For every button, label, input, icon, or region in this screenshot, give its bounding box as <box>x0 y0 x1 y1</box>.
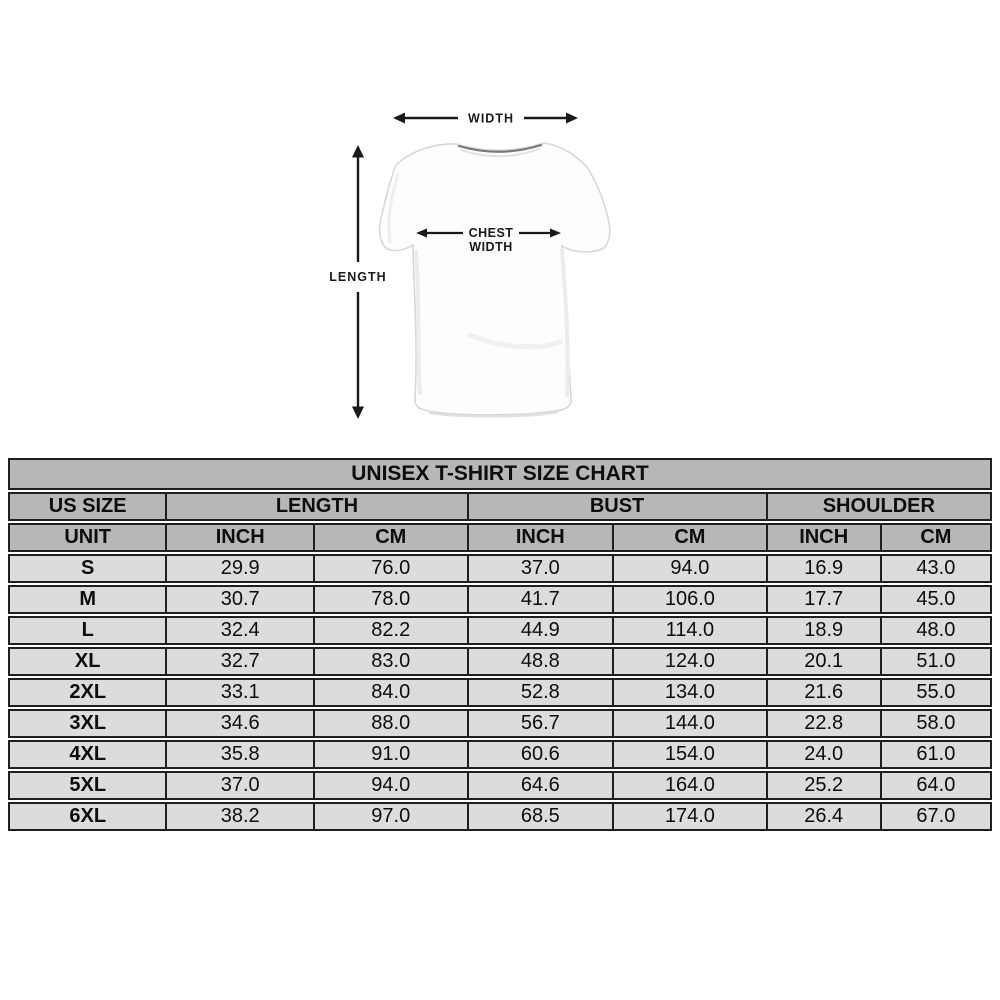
bust-cm-cell: 164.0 <box>614 771 768 800</box>
shoulder-inch-cell: 24.0 <box>768 740 882 769</box>
column-header-us-size: US SIZE <box>8 492 167 521</box>
bust-inch-cell: 37.0 <box>469 554 615 583</box>
length-inch-cell: 34.6 <box>167 709 315 738</box>
size-row <box>8 554 992 583</box>
length-cm-cell: 94.0 <box>315 771 469 800</box>
bust-cm-cell: 114.0 <box>614 616 768 645</box>
unit-header: UNIT <box>8 523 167 552</box>
length-cm-cell: 97.0 <box>315 802 469 831</box>
size-row <box>8 771 992 800</box>
shoulder-cm-cell: 51.0 <box>882 647 992 676</box>
tshirt-measurement-diagram <box>0 0 1000 454</box>
bust-cm-cell: 144.0 <box>614 709 768 738</box>
bust-cm-cell: 134.0 <box>614 678 768 707</box>
length-cm-header: CM <box>315 523 469 552</box>
length-inch-cell: 38.2 <box>167 802 315 831</box>
size-chart-section <box>0 454 1000 833</box>
size-cell: L <box>8 616 167 645</box>
column-header-bust: BUST <box>469 492 768 521</box>
table-group-header-row <box>8 492 992 521</box>
length-inch-cell: 35.8 <box>167 740 315 769</box>
shoulder-cm-cell: 48.0 <box>882 616 992 645</box>
length-cm-cell: 76.0 <box>315 554 469 583</box>
shoulder-inch-cell: 18.9 <box>768 616 882 645</box>
shoulder-cm-cell: 58.0 <box>882 709 992 738</box>
size-chart-table <box>8 456 992 833</box>
size-row <box>8 585 992 614</box>
shoulder-inch-cell: 26.4 <box>768 802 882 831</box>
bust-cm-cell: 154.0 <box>614 740 768 769</box>
length-inch-header: INCH <box>167 523 315 552</box>
length-cm-cell: 84.0 <box>315 678 469 707</box>
length-cm-cell: 83.0 <box>315 647 469 676</box>
size-cell: XL <box>8 647 167 676</box>
size-cell: 6XL <box>8 802 167 831</box>
shoulder-cm-cell: 45.0 <box>882 585 992 614</box>
bust-cm-cell: 94.0 <box>614 554 768 583</box>
tshirt-illustration <box>380 143 610 417</box>
size-row <box>8 616 992 645</box>
bust-cm-cell: 174.0 <box>614 802 768 831</box>
bust-inch-cell: 48.8 <box>469 647 615 676</box>
shoulder-inch-cell: 21.6 <box>768 678 882 707</box>
bust-inch-cell: 68.5 <box>469 802 615 831</box>
table-title: UNISEX T-SHIRT SIZE CHART <box>8 458 992 490</box>
arrowhead-up-icon <box>352 145 364 158</box>
bust-cm-cell: 124.0 <box>614 647 768 676</box>
arrowhead-left-icon <box>393 113 405 124</box>
bust-inch-cell: 52.8 <box>469 678 615 707</box>
bust-inch-cell: 44.9 <box>469 616 615 645</box>
length-cm-cell: 91.0 <box>315 740 469 769</box>
shoulder-inch-cell: 16.9 <box>768 554 882 583</box>
length-inch-cell: 32.4 <box>167 616 315 645</box>
shoulder-cm-cell: 43.0 <box>882 554 992 583</box>
size-row <box>8 678 992 707</box>
length-inch-cell: 32.7 <box>167 647 315 676</box>
shoulder-inch-header: INCH <box>768 523 882 552</box>
shoulder-inch-cell: 25.2 <box>768 771 882 800</box>
bust-cm-header: CM <box>614 523 768 552</box>
bust-cm-cell: 106.0 <box>614 585 768 614</box>
size-cell: M <box>8 585 167 614</box>
size-row <box>8 709 992 738</box>
shoulder-cm-cell: 67.0 <box>882 802 992 831</box>
shoulder-inch-cell: 20.1 <box>768 647 882 676</box>
shoulder-inch-cell: 17.7 <box>768 585 882 614</box>
bust-inch-header: INCH <box>469 523 615 552</box>
bust-inch-cell: 64.6 <box>469 771 615 800</box>
length-cm-cell: 82.2 <box>315 616 469 645</box>
size-cell: 4XL <box>8 740 167 769</box>
shoulder-inch-cell: 22.8 <box>768 709 882 738</box>
chest-width-label-line1: CHEST <box>468 226 514 240</box>
shoulder-cm-cell: 55.0 <box>882 678 992 707</box>
size-row <box>8 647 992 676</box>
length-cm-cell: 88.0 <box>315 709 469 738</box>
table-title-row <box>8 458 992 490</box>
length-inch-cell: 29.9 <box>167 554 315 583</box>
chest-width-label-line2: WIDTH <box>469 240 513 254</box>
column-header-length: LENGTH <box>167 492 468 521</box>
bust-inch-cell: 41.7 <box>469 585 615 614</box>
shoulder-cm-header: CM <box>882 523 992 552</box>
size-cell: 3XL <box>8 709 167 738</box>
arrowhead-right-icon <box>566 113 578 124</box>
size-row <box>8 802 992 831</box>
column-header-shoulder: SHOULDER <box>768 492 992 521</box>
length-inch-cell: 33.1 <box>167 678 315 707</box>
shoulder-cm-cell: 61.0 <box>882 740 992 769</box>
arrowhead-down-icon <box>352 407 364 420</box>
length-cm-cell: 78.0 <box>315 585 469 614</box>
table-unit-row <box>8 523 992 552</box>
bust-inch-cell: 60.6 <box>469 740 615 769</box>
length-inch-cell: 30.7 <box>167 585 315 614</box>
length-inch-cell: 37.0 <box>167 771 315 800</box>
size-cell: S <box>8 554 167 583</box>
size-row <box>8 740 992 769</box>
size-cell: 2XL <box>8 678 167 707</box>
shoulder-cm-cell: 64.0 <box>882 771 992 800</box>
width-label: WIDTH <box>468 111 514 126</box>
bust-inch-cell: 56.7 <box>469 709 615 738</box>
size-cell: 5XL <box>8 771 167 800</box>
length-label: LENGTH <box>329 270 387 284</box>
